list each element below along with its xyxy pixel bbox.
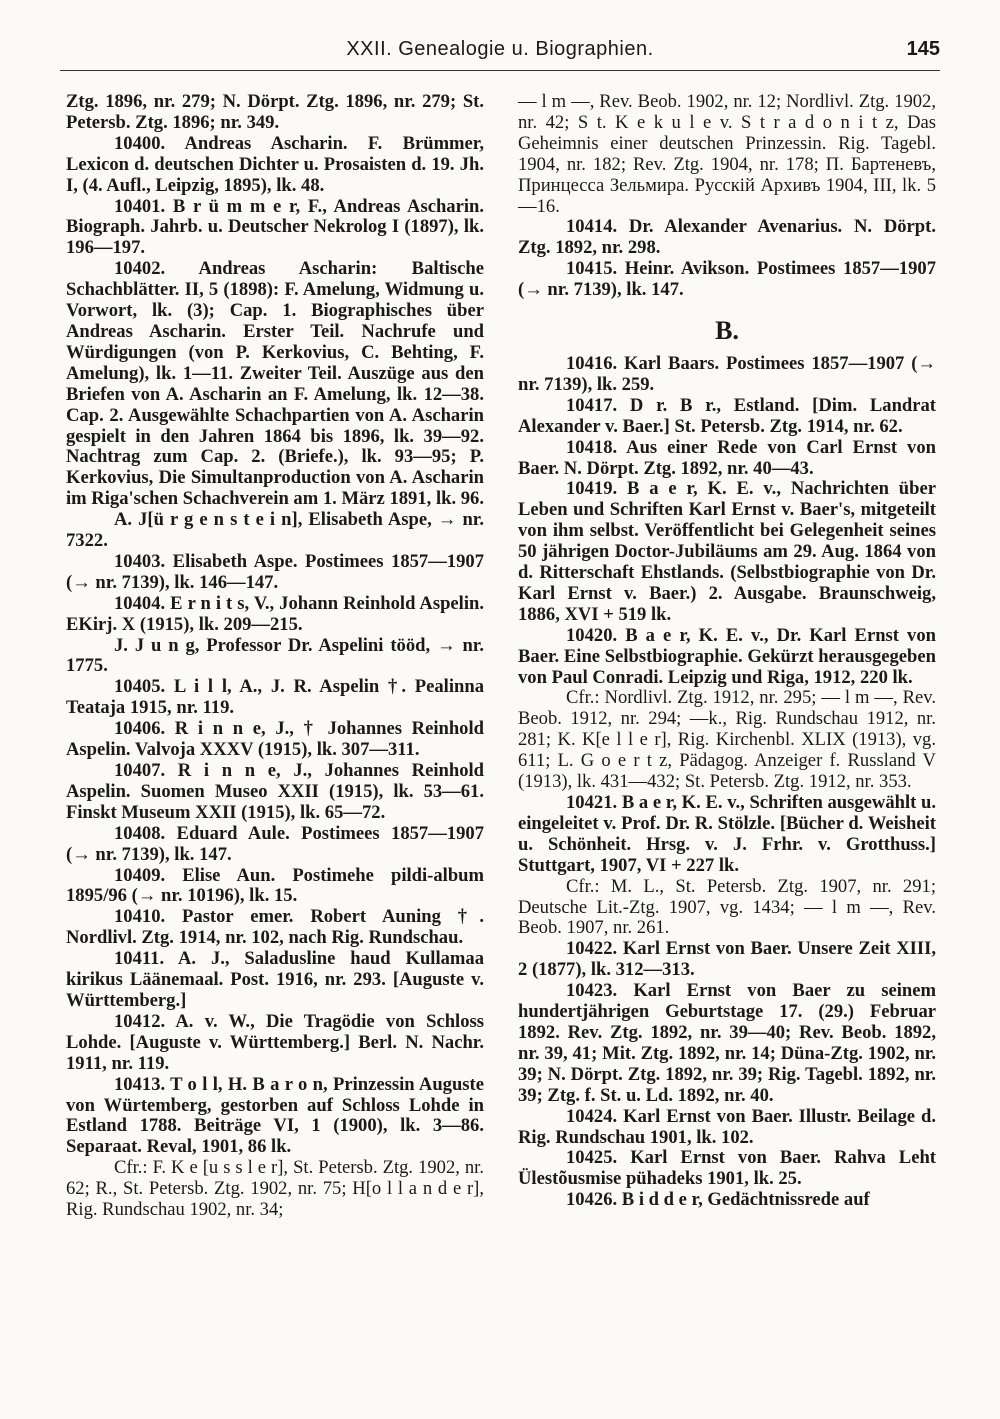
bibliography-entry: 10425. Karl Ernst von Baer. Rahva Leht Ülestõusmise pühadeks 1901, lk. 25.	[518, 1147, 936, 1190]
bibliography-entry: 10403. Elisabeth Aspe. Postimees 1857—1907 (→ nr. 7139), lk. 146—147.	[66, 550, 484, 593]
bibliography-entry: Ztg. 1896, nr. 279; N. Dörpt. Ztg. 1896, nr. 279; St. Petersb. Ztg. 1896; nr. 349.	[66, 91, 484, 133]
bibliography-entry: 10420. B a e r, K. E. v., Dr. Karl Ernst von Baer. Eine Selbstbiographie. Gekürzt herausgegeben von Paul Conradi. Leipzig und Riga, 1912, 220 lk.	[518, 624, 936, 688]
right-column	[518, 92, 936, 1211]
bibliography-entry: Cfr.: F. K e [u s s l e r], St. Petersb. Ztg. 1902, nr. 62; R., St. Petersb. Ztg. 1902, nr. 75; H[o l l a n d e r], Rig. Rundschau 1902, nr. 34;	[66, 1157, 484, 1221]
bibliography-entry: 10414. Dr. Alexander Avenarius. N. Dörpt. Ztg. 1892, nr. 298.	[518, 216, 936, 259]
bibliography-entry: 10401. B r ü m m e r, F., Andreas Ascharin. Biograph. Jahrb. u. Deutscher Nekrolog I (1897), lk. 196—197.	[66, 195, 484, 259]
bibliography-entry: 10424. Karl Ernst von Baer. Illustr. Beilage d. Rig. Rundschau 1901, lk. 102.	[518, 1105, 936, 1148]
bibliography-entry: 10413. T o l l, H. B a r o n, Prinzessin Auguste von Würtemberg, gestorben auf Schloss Lohde in Estland 1788. Beiträge VI, 1 (1900), lk. 3—86. Separaat. Reval, 1901, 86 lk.	[66, 1073, 484, 1158]
bibliography-entry: 10410. Pastor emer. Robert Auning †. Nordlivl. Ztg. 1914, nr. 102, nach Rig. Rundschau.	[66, 906, 484, 949]
bibliography-entry: Cfr.: M. L., St. Petersb. Ztg. 1907, nr. 291; Deutsche Lit.-Ztg. 1907, vg. 1434; — l m —, Rev. Beob. 1907, nr. 261.	[518, 875, 936, 939]
right-column-top	[518, 92, 936, 301]
bibliography-entry: 10419. B a e r, K. E. v., Nachrichten über Leben und Schriften Karl Ernst v. Baer's, mitgeteilt von ihm selbst. Veröffentlicht bei Gelegenheit seines 50 jährigen Doctor-Jubiläums am 29. Aug. 1864 von d. Ritterschaft Ehstlands. (Selbstbiographie von Dr. Karl Ernst v. Baer.) 2. Ausgabe. Braunschweig, 1886, XVI + 519 lk.	[518, 478, 936, 625]
bibliography-entry: 10415. Heinr. Avikson. Postimees 1857—1907 (→ nr. 7139), lk. 147.	[518, 258, 936, 301]
bibliography-entry: 10416. Karl Baars. Postimees 1857—1907 (→ nr. 7139), lk. 259.	[518, 352, 936, 395]
bibliography-entry: 10409. Elise Aun. Postimehe pildi-album 1895/96 (→ nr. 10196), lk. 15.	[66, 864, 484, 907]
page-number: 145	[906, 38, 940, 60]
bibliography-entry: 10411. A. J., Saladusline haud Kullamaa kirikus Läänemaal. Post. 1916, nr. 293. [Auguste v. Württemberg.]	[66, 948, 484, 1011]
bibliography-entry: 10418. Aus einer Rede von Carl Ernst von Baer. N. Dörpt. Ztg. 1892, nr. 40—43.	[518, 436, 936, 479]
bibliography-entry: 10421. B a e r, K. E. v., Schriften ausgewählt u. eingeleitet v. Prof. Dr. R. Stölzle. [Bücher d. Weisheit u. Schönheit. Hrsg. v. J. Frhr. v. Grotthuss.] Stuttgart, 1907, VI + 227 lk.	[518, 792, 936, 876]
bibliography-entry: — l m —, Rev. Beob. 1902, nr. 12; Nordlivl. Ztg. 1902, nr. 42; S t. K e k u l e v. S t r a d o n i t z, Das Geheimnis einer deutschen Prinzessin. Rig. Tagebl. 1904, nr. 182; Rev. Ztg. 1904, nr. 178; П. Бартеневъ, Принцесса Зельмира. Русскiй Архивъ 1904, III, lk. 5—16.	[518, 91, 936, 217]
bibliography-entry: 10426. B i d d e r, Gedächtnissrede auf	[566, 1189, 870, 1211]
page-header	[60, 36, 940, 71]
bibliography-entry: 10400. Andreas Ascharin. F. Brümmer, Lexicon d. deutschen Dichter u. Prosaisten d. 19. Jh. I, (4. Aufl., Leipzig, 1895), lk. 48.	[66, 132, 484, 196]
bibliography-entry: 10417. D r. B r., Estland. [Dim. Landrat Alexander v. Baer.] St. Petersb. Ztg. 1914, nr. 62.	[518, 394, 936, 437]
bibliography-entry: 10408. Eduard Aule. Postimees 1857—1907 (→ nr. 7139), lk. 147.	[66, 822, 484, 865]
bibliography-entry: 10423. Karl Ernst von Baer zu seinem hundertjährigen Geburtstage 17. (29.) Februar 1892. Rev. Ztg. 1892, nr. 39—40; Rev. Beob. 1892, nr. 39, 41; Mit. Ztg. 1892, nr. 14; Düna-Ztg. 1902, nr. 39; N. Dörpt. Ztg. 1892, nr. 39; Rig. Tagebl. 1892, nr. 39; Ztg. f. St. u. Ld. 1892, nr. 40.	[518, 980, 936, 1106]
bibliography-entry: 10422. Karl Ernst von Baer. Unsere Zeit XIII, 2 (1877), lk. 312—313.	[518, 938, 936, 981]
bibliography-entry: Cfr.: Nordlivl. Ztg. 1912, nr. 295; — l m —, Rev. Beob. 1912, nr. 294; —k., Rig. Rundschau 1912, nr. 281; K. K[e l l e r], Rig. Kirchenbl. XLIX (1913), vg. 611; L. G o e r t z, Pädagog. Anzeiger f. Russland V (1913), lk. 431—432; St. Petersb. Ztg. 1912, nr. 353.	[518, 687, 936, 793]
bibliography-entry: 10407. R i n n e, J., Johannes Reinhold Aspelin. Suomen Museo XXII (1915), lk. 53—61. Finskt Museum XXII (1915), lk. 65—72.	[66, 760, 484, 823]
left-column	[66, 92, 484, 1221]
right-column-section-b	[518, 354, 936, 1211]
bibliography-entry: A. J[ü r g e n s t e i n], Elisabeth Aspe, → nr. 7322.	[66, 509, 484, 552]
section-letter-b: B.	[715, 316, 739, 346]
bibliography-entry: 10402. Andreas Ascharin: Baltische Schachblätter. II, 5 (1898): F. Amelung, Widmung u. Vorwort, lk. (3); Cap. 1. Biographisches über Andreas Ascharin. Erster Teil. Nachrufe und Würdigungen (von P. Kerkovius, C. Behting, F. Amelung), lk. 1—11. Zweiter Teil. Auszüge aus den Briefen von A. Ascharin an F. Amelung, lk. 12—38. Cap. 2. Ausgewählte Schachpartien von A. Ascharin gespielt in den Jahren 1864 bis 1896, lk. 39—92. Nachtrag zum Cap. 2. (Briefe.), lk. 93—95; P. Kerkovius, Die Simultanproduction von A. Ascharin im Riga'schen Schachverein am 1. März 1891, lk. 96.	[66, 258, 484, 510]
bibliography-entry: 10406. R i n n e, J., † Johannes Reinhold Aspelin. Valvoja XXXV (1915), lk. 307—311.	[66, 718, 484, 761]
bibliography-entry: 10405. L i l l, A., J. R. Aspelin †. Pealinna Teataja 1915, nr. 119.	[66, 676, 484, 719]
bibliography-entry: J. J u n g, Professor Dr. Aspelini tööd, → nr. 1775.	[66, 634, 484, 677]
running-title: XXII. Genealogie u. Biographien.	[346, 38, 654, 60]
bibliography-entry: 10404. E r n i t s, V., Johann Reinhold Aspelin. EKirj. X (1915), lk. 209—215.	[66, 592, 484, 635]
bibliography-entry: 10412. A. v. W., Die Tragödie von Schloss Lohde. [Auguste v. Württemberg.] Berl. N. Nachr. 1911, nr. 119.	[66, 1010, 484, 1074]
